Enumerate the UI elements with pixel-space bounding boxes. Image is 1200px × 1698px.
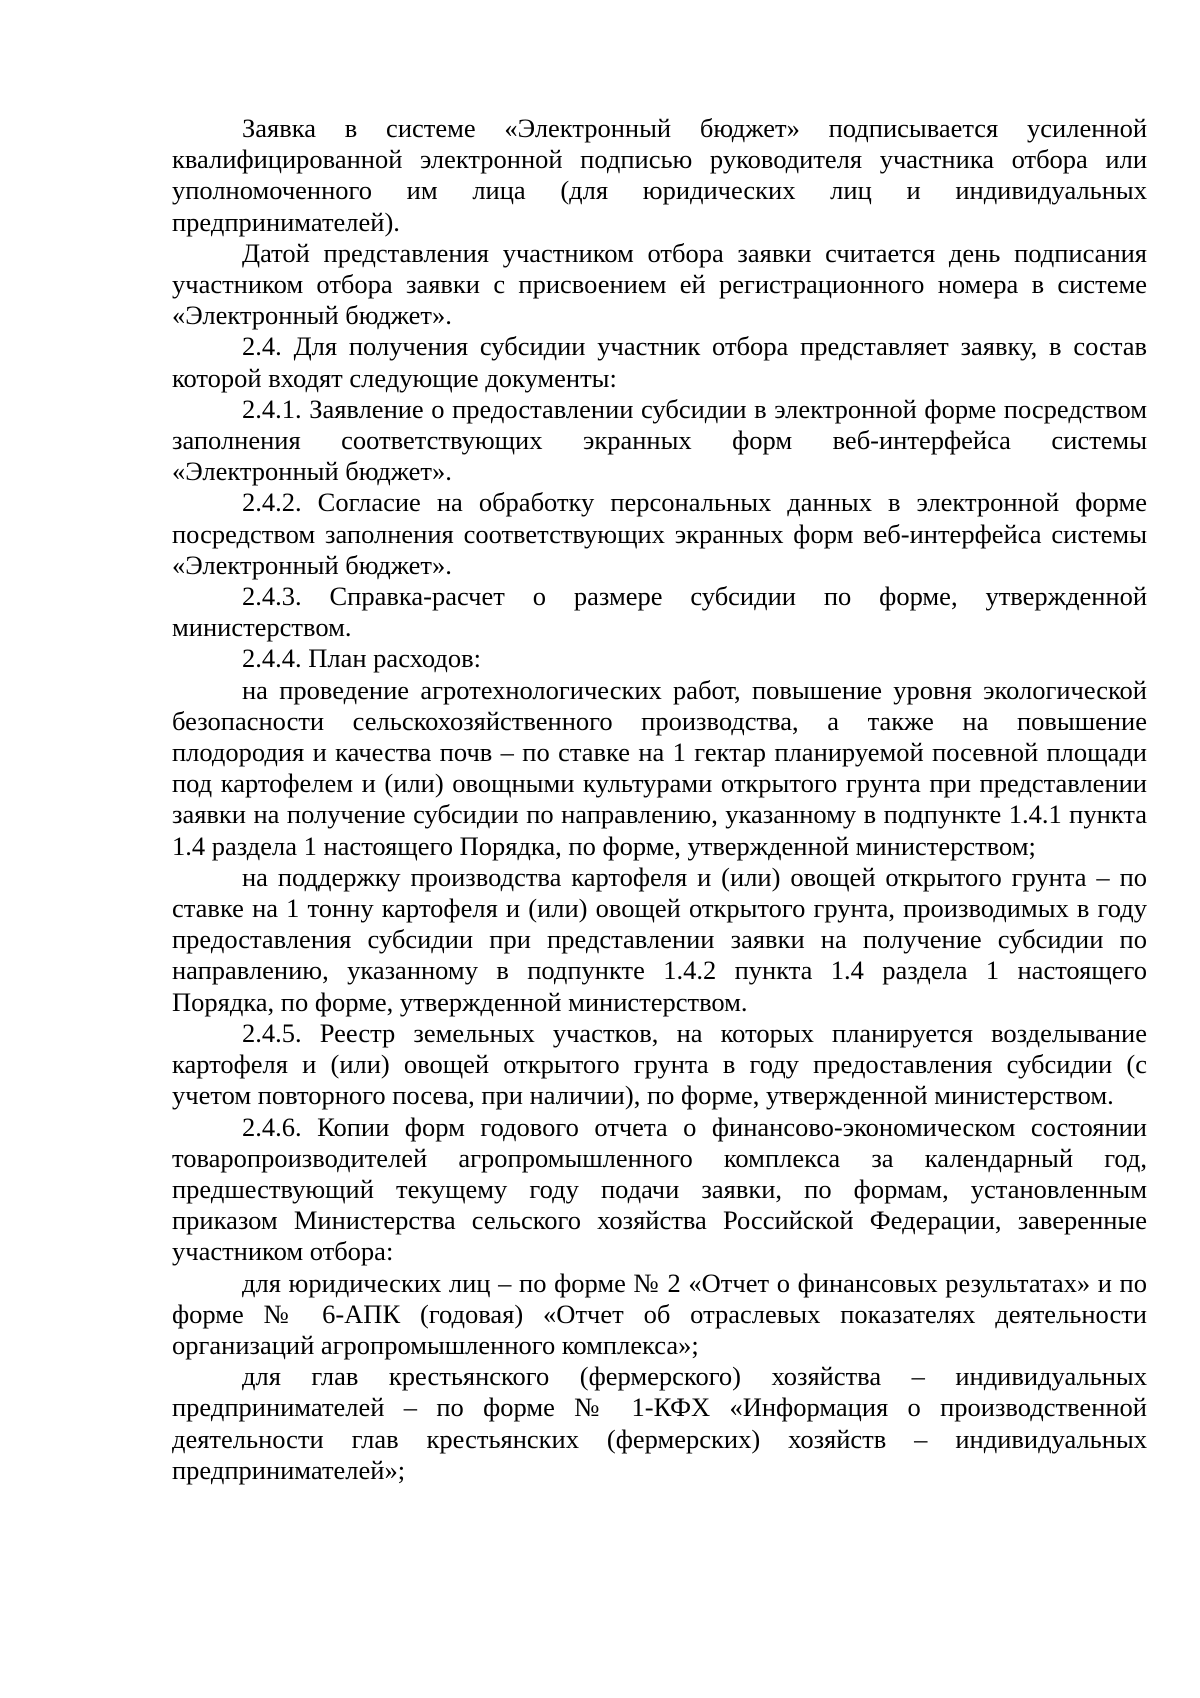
- paragraph-2-4-1: 2.4.1. Заявление о предоставлении субсидии в электронной форме посредством заполнения соответствующих экранных форм веб-интерфейса системы «Электронный бюджет».: [172, 393, 1147, 487]
- paragraph-farm-heads: для глав крестьянского (фермерского) хозяйства – индивидуальных предпринимателей – по форме № 1-КФХ «Информация о производственной деятельности глав крестьянских (фермерских) хозяйств – индивидуальных предпринимателей»;: [172, 1361, 1147, 1485]
- paragraph-expense-plan-agrotech: на проведение агротехнологических работ, повышение уровня экологической безопасности сельскохозяйственного производства, а также на повышение плодородия и качества почв – по ставке на 1 гектар планируемой посевной площади под картофелем и (или) овощными культурами открытого грунта при представлении заявки на получение субсидии по направлению, указанному в подпункте 1.4.1 пункта 1.4 раздела 1 настоящего Порядка, по форме, утвержденной министерством;: [172, 674, 1147, 861]
- paragraph-2-4-3: 2.4.3. Справка-расчет о размере субсидии по форме, утвержденной министерством.: [172, 581, 1147, 643]
- paragraph-2-4-2: 2.4.2. Согласие на обработку персональных данных в электронной форме посредством заполнения соответствующих экранных форм веб-интерфейса системы «Электронный бюджет».: [172, 487, 1147, 580]
- paragraph-legal-entities: для юридических лиц – по форме № 2 «Отчет о финансовых результатах» и по форме № 6-АПК (годовая) «Отчет об отраслевых показателях деятельности организаций агропромышленного комплекса»;: [172, 1267, 1147, 1360]
- paragraph-2-4-5: 2.4.5. Реестр земельных участков, на которых планируется возделывание картофеля и (или) овощей открытого грунта в году предоставления субсидии (с учетом повторного посева, при наличии), по форме, утвержденной министерством.: [172, 1017, 1147, 1111]
- paragraph-2-4-6: 2.4.6. Копии форм годового отчета о финансово-экономическом состоянии товаропроизводителей агропромышленного комплекса за календарный год, предшествующий текущему году подачи заявки, по формам, установленным приказом Министерства сельского хозяйства Российской Федерации, заверенные участником отбора:: [172, 1111, 1147, 1267]
- document-page: [172, 113, 1147, 1486]
- paragraph-2-4-4: 2.4.4. План расходов:: [242, 643, 481, 674]
- paragraph-2-4: 2.4. Для получения субсидии участник отбора представляет заявку, в состав которой входят следующие документы:: [172, 331, 1147, 393]
- paragraph-submission-date: Датой представления участником отбора заявки считается день подписания участником отбора заявки с присвоением ей регистрационного номера в системе «Электронный бюджет».: [172, 237, 1147, 331]
- paragraph-signature: Заявка в системе «Электронный бюджет» подписывается усиленной квалифицированной электронной подписью руководителя участника отбора или уполномоченного им лица (для юридических лиц и индивидуальных предпринимателей).: [172, 113, 1147, 237]
- paragraph-expense-plan-production: на поддержку производства картофеля и (или) овощей открытого грунта – по ставке на 1 тонну картофеля и (или) овощей открытого грунта, производимых в году предоставления субсидии при представлении заявки на получение субсидии по направлению, указанному в подпункте 1.4.2 пункта 1.4 раздела 1 настоящего Порядка, по форме, утвержденной министерством.: [172, 861, 1147, 1017]
